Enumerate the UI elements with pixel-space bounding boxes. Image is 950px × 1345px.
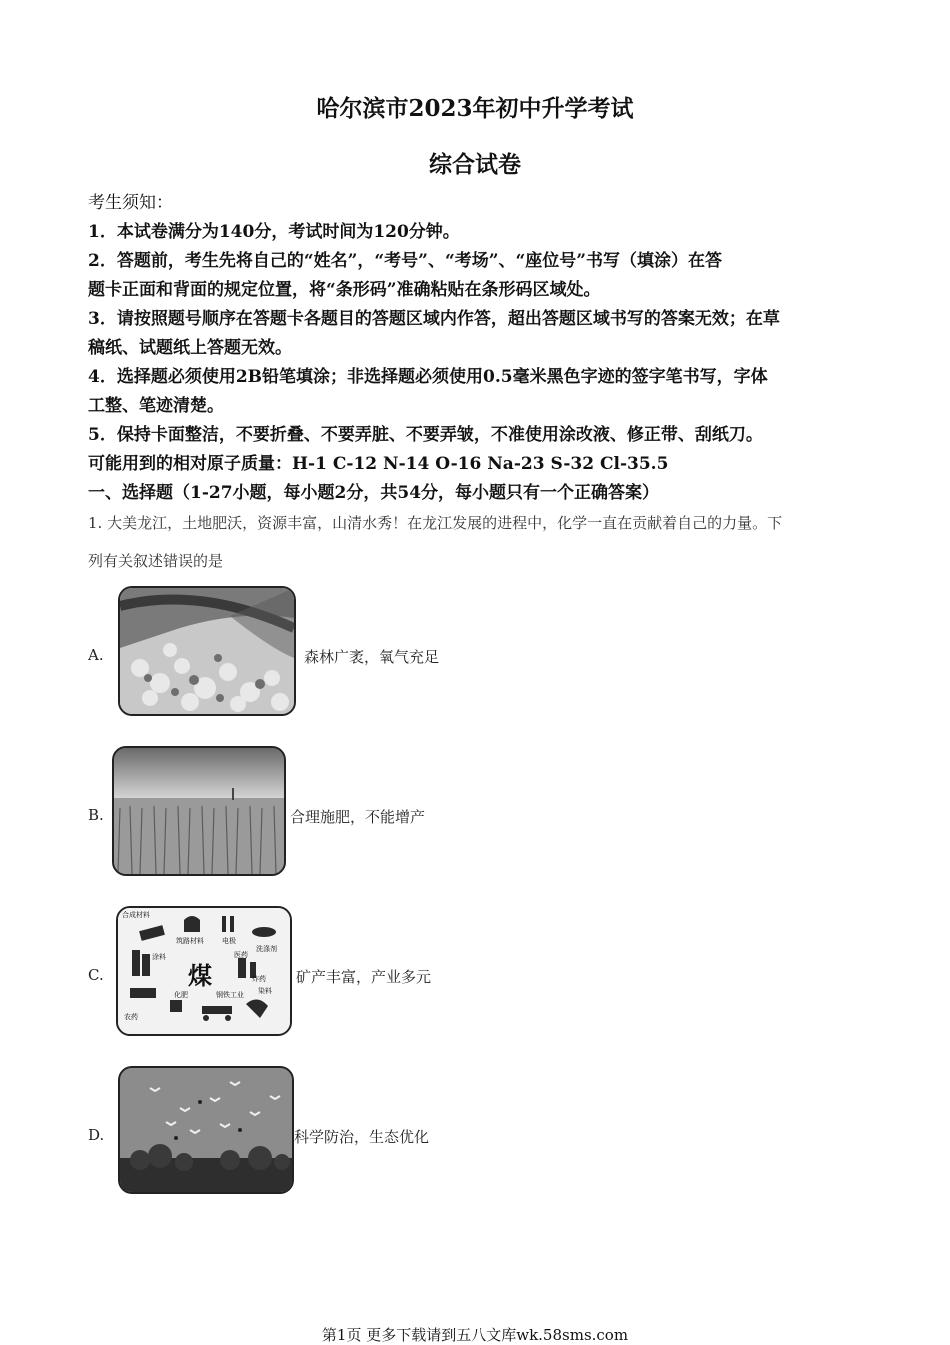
notice-line: 3．请按照题号顺序在答题卡各题目的答题区域内作答，超出答题区域书写的答案无效；在草 xyxy=(88,309,780,329)
wheat-field-image xyxy=(112,746,286,876)
notice-line: 4．选择题必须使用2B铅笔填涂；非选择题必须使用0.5毫米黑色字迹的签字笔书写，字体 xyxy=(88,367,768,387)
exam-subtitle: 综合试卷 xyxy=(429,151,521,178)
notice-line: 稿纸、试题纸上答题无效。 xyxy=(88,338,292,358)
question-stem: 列有关叙述错误的是 xyxy=(88,552,224,570)
notice-line: 1．本试卷满分为140分，考试时间为120分钟。 xyxy=(88,222,460,242)
option-c-letter: C. xyxy=(88,966,104,984)
section-heading: 一、选择题（1-27小题，每小题2分，共54分，每小题只有一个正确答案） xyxy=(88,483,660,503)
option-b-letter: B. xyxy=(88,806,104,824)
coal-products-diagram xyxy=(116,906,292,1036)
notice-line: 题卡正面和背面的规定位置，将“条形码”准确粘贴在条形码区域处。 xyxy=(88,280,601,300)
diagram-label: 电极 xyxy=(222,937,236,945)
notice-heading: 考生须知： xyxy=(88,193,173,213)
page-footer: 第1页 更多下载请到五八文库wk.58sms.com xyxy=(321,1326,629,1344)
diagram-label: 医药 xyxy=(234,951,248,959)
option-d-letter: D. xyxy=(88,1126,105,1144)
diagram-label: 化肥 xyxy=(174,991,188,999)
notice-line: 2．答题前，考生先将自己的“姓名”，“考号”、“考场”、“座位号”书写（填涂）在答 xyxy=(88,251,723,271)
diagram-label: 洗涤剂 xyxy=(256,945,277,953)
diagram-label: 合成材料 xyxy=(122,911,150,919)
atomic-masses: 可能用到的相对原子质量：H-1 C-12 N-14 O-16 Na-23 S-32 Cl-35.5 xyxy=(88,454,669,474)
option-a-text: 森林广袤，氧气充足 xyxy=(304,648,440,666)
diagram-label: 农药 xyxy=(124,1013,138,1021)
exam-title: 哈尔滨市2023年初中升学考试 xyxy=(316,95,634,122)
forest-image xyxy=(118,586,296,716)
question-stem: 1. 大美龙江，土地肥沃，资源丰富，山清水秀！在龙江发展的进程中，化学一直在贡献着自己的力量。下 xyxy=(88,514,783,532)
option-c-text: 矿产丰富，产业多元 xyxy=(296,968,432,986)
diagram-label: 染料 xyxy=(258,987,272,995)
diagram-label: 筑路材料 xyxy=(176,937,204,945)
notice-line: 工整、笔迹清楚。 xyxy=(88,396,224,416)
diagram-label: 炸药 xyxy=(252,975,266,983)
notice-line: 5．保持卡面整洁，不要折叠、不要弄脏、不要弄皱，不准使用涂改液、修正带、刮纸刀。 xyxy=(88,425,763,445)
diagram-center-label: 煤 xyxy=(188,961,212,990)
option-a-letter: A. xyxy=(88,646,104,664)
diagram-label: 钢铁工业 xyxy=(216,991,244,999)
diagram-label: 涂料 xyxy=(152,953,166,961)
option-b-text: 合理施肥，不能增产 xyxy=(290,808,426,826)
option-d-text: 科学防治，生态优化 xyxy=(294,1128,430,1146)
birds-wetland-image xyxy=(118,1066,294,1194)
